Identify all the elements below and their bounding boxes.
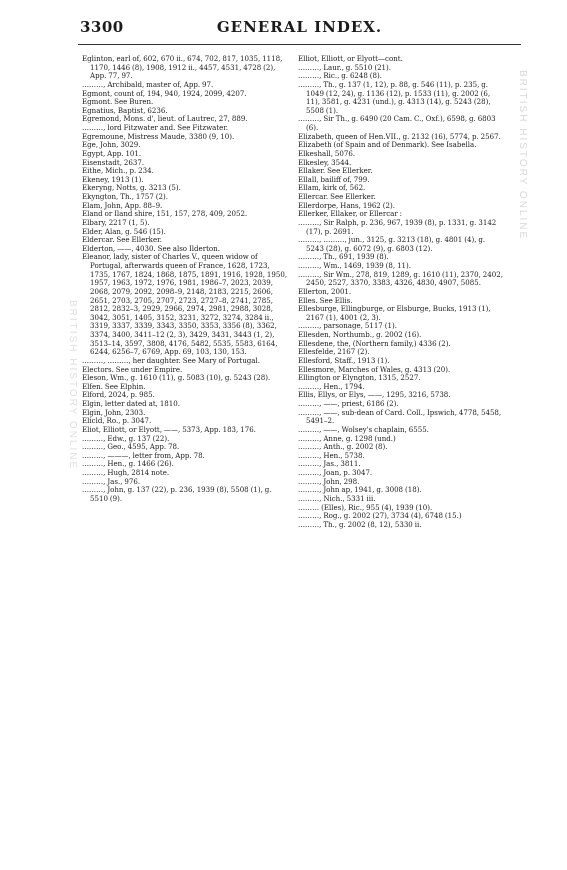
index-entry: Ellesdene, the, (Northern family,) 4336 (2). (298, 338, 451, 348)
index-entry: Egremond, Mons. d', lieut. of Lautrec, 27, 889. (82, 114, 248, 124)
index-entry: Elkeshall, 5076. (298, 148, 356, 158)
index-entry: Ellesburge, Ellingburge, or Elsburge, Bucks, 1913 (1), 2167 (1), 4001 (2, 3). (298, 304, 491, 322)
index-entry: Elfen. See Elphin. (82, 381, 146, 391)
index-entry: Elder, Alan, g. 546 (15). (82, 226, 166, 236)
index-entry: Eleson, Wm., g. 1610 (11), g. 5083 (10), g. 5243 (28). (82, 373, 271, 383)
index-entry: Eisenstadt, 2637. (82, 157, 145, 167)
index-entry: Ege, John, 3029. (82, 140, 141, 150)
index-entry: Eldercar. See Ellerker. (82, 235, 162, 245)
index-entry: Elbary, 2217 (1, 5). (82, 217, 150, 227)
index-entry: Ellesfelde, 2167 (2). (298, 347, 370, 357)
index-entry: Ellam, kirk of, 562. (298, 183, 366, 193)
page-number: 3300 (80, 18, 124, 36)
index-entry: ………, Th., 691, 1939 (8). (298, 252, 389, 262)
index-entry: Eglinton, earl of, 602, 670 ii., 674, 702, 817, 1035, 1118, 1170, 1446 (8), 1908, 1912 ii., 4457, 4531, 4728 (2), App. 77, 97. (82, 54, 283, 81)
index-entry: Elam, John, App. 88–9. (82, 200, 163, 210)
running-title: GENERAL INDEX. (216, 18, 383, 36)
header-rule (78, 44, 521, 45)
index-entry: Ellington or Elyngton, 1315, 2527. (298, 373, 421, 383)
index-entry: ………, ———, letter from, App. 78. (82, 450, 205, 460)
index-entry: Egnatius, Baptist, 6236. (82, 105, 168, 115)
left-index-column (82, 55, 288, 504)
index-entry: ………, ——, sub-dean of Card. Coll., Ipswich, 4778, 5458, 5491–2. (298, 407, 502, 426)
index-entry: ………, Ric., g. 6248 (8). (298, 71, 383, 81)
index-entry: Ekeryng, Notts, g. 3213 (5). (82, 183, 181, 193)
index-entry: Egypt, App. 101. (82, 148, 142, 158)
index-entry: ………, parsonage, 5117 (1). (298, 321, 397, 331)
index-entry: ………, Nich., 5331 iii. (298, 493, 376, 503)
index-entry: Eleanor, lady, sister of Charles V., queen widow of Portugal, afterwards queen of France, 1628, 1723, 1735, 1767, 1824, 1868, 1875, 1891, 1916, 1928, 1950, 1957, 1963, 1972, 1976, 1981, 1986–7, 2023, 2039, 2068, 2079, 2092, 2098–9, 2148, 2183, 2215, 2606, 2651, 2703, 2705, 2707, 2723, 2727–8, 2741, 2785, 2812, 2832–3, 2929, 2966, 2974, 2981, 2988, 3028, 3042, 3051, 1405, 3152, 3231, 3272, 3274, 3284 ii., 3319, 3337, 3339, 3343, 3350, 3353, 3356 (8), 3362, 3374, 3400, 3411–12 (2, 3), 3429, 3431, 3443 (1, 2), 3513–14, 3597, 3808, 4176, 5482, 5535, 5583, 6164, 6244, 6256–7, 6769, App. 69, 103, 130, 153. (82, 252, 288, 357)
index-entry: Ellaker. See Ellerker. (298, 166, 373, 176)
index-entry: ………, Joan, p. 3047. (298, 468, 373, 477)
index-entry: ………, Th., g. 2002 (8, 12), 5330 ii. (298, 519, 422, 529)
index-entry: ………, Rog., g. 2002 (27), 3734 (4), 6748 (15.) (298, 511, 462, 521)
index-entry: ………, ——, priest, 6186 (2). (298, 399, 399, 408)
index-entry: ………, lord Fitzwater and. See Fitzwater. (82, 123, 229, 132)
index-entry: ………, Anth., g. 2002 (8). (298, 442, 388, 452)
index-entry: Elizabeth (of Spain and of Denmark). See Isabella. (298, 140, 477, 150)
watermark-left: BRITISH HISTORY ONLINE (67, 300, 78, 471)
index-entry: ………, John ap, 1941, g. 3008 (18). (298, 485, 422, 495)
index-entry: ………, Archibald, master of, App. 97. (82, 79, 214, 89)
index-entry: Ekyngton, Th., 1757 (2). (82, 192, 168, 201)
index-entry: Elizabeth, queen of Hen.VII., g. 2132 (16), 5774, p. 2567. (298, 131, 501, 141)
index-entry: Ellercar. See Ellerker. (298, 192, 376, 201)
index-entry: Egmont. See Buren. (82, 97, 154, 107)
index-entry: ………, Jas., 3811. (298, 459, 361, 469)
index-entry: ………, Sir Wm., 278, 819, 1289, g. 1610 (11), 2370, 2402, 2450, 2527, 3370, 3383, 4326, 4830, 4907, 5085. (298, 269, 503, 288)
index-entry: Ellall, bailiff of, 799. (298, 174, 370, 184)
index-entry: Elford, 2024, p. 985. (82, 390, 155, 400)
index-entry: Elliot, Elliott, or Elyott—cont. (298, 54, 403, 63)
index-entry: Elgin, John, 2303. (82, 407, 146, 417)
index-entry: ………, John, 298. (298, 476, 360, 486)
index-entry: Eliot, Elliott, or Elyott, ——, 5373, App. 183, 176. (82, 424, 256, 434)
index-entry: Elgin, letter dated at, 1810. (82, 399, 181, 408)
index-entry: ………, Hugh, 2814 note. (82, 468, 170, 477)
index-entry: ………, Sir Ralph, p. 236, 967, 1939 (8), p. 1331, g. 3142 (17), p. 2691. (298, 217, 497, 236)
index-entry: Ellerdorpe, Hans, 1962 (2). (298, 200, 395, 210)
index-entry: Elles. See Ellis. (298, 295, 353, 305)
index-entry: ………, Edw., g. 137 (22). (82, 433, 170, 443)
index-entry: ………, ………, her daughter. See Mary of Portugal. (82, 355, 260, 365)
index-entry: Electors. See under Empire. (82, 364, 183, 374)
watermark-right: BRITISH HISTORY ONLINE (517, 70, 528, 241)
index-entry: Ellis, Ellys, or Elys, ——, 1295, 3216, 5738. (298, 390, 451, 400)
index-entry: ………, Anne, g. 1298 (und.) (298, 433, 396, 443)
index-entry: ………, Hen., 5738. (298, 450, 365, 460)
index-entry: ………, Th., g. 137 (1, 12), p. 88, g. 546 (11), p. 235, g. 1049 (12, 24), g. 1136 (12), p. 1533 (11), g. 2002 (6, 11), 3581, g. 4231 (und.), g. 4313 (14), g. 5243 (28), 5508 (1). (298, 79, 491, 115)
index-entry: ………, Geo., 4595, App. 78. (82, 442, 180, 452)
index-entry: ………, Wm., 1469, 1939 (8, 11). (298, 261, 412, 270)
index-entry: Eithe, Mich., p. 234. (82, 166, 154, 176)
index-entry: Elkesley, 3544. (298, 157, 352, 167)
index-entry: ………, Sir Th., g. 6490 (20 Cam. C., Oxf.), 6598, g. 6803 (6). (298, 114, 496, 132)
index-entry: ………, Hen., 1794. (298, 381, 365, 391)
index-entry: Elicld, Ro., p. 3047. (82, 416, 152, 426)
index-entry: Ekeney, 1913 (1). (82, 174, 144, 184)
index-entry: ………, Hen., g. 1466 (26). (82, 459, 174, 469)
index-entry: ……… (Elles), Ric., 955 (4), 1939 (10). (298, 502, 433, 512)
index-entry: ………, ——, Wolsey's chaplain, 6555. (298, 424, 429, 434)
index-entry: Ellesden, Northumb., g. 2002 (16). (298, 330, 422, 339)
index-entry: Egremoune, Mistress Maude, 3380 (9, 10). (82, 131, 235, 141)
index-entry: Ellesford, Staff., 1913 (1). (298, 355, 390, 365)
index-entry: Egmont, count of, 194, 940, 1924, 2099, 4207. (82, 88, 247, 98)
index-entry: ………, John, g. 137 (22), p. 236, 1939 (8), 5508 (1), g. 5510 (9). (82, 485, 272, 503)
right-index-column (298, 55, 504, 529)
index-entry: Elderton, ——, 4030. See also Ilderton. (82, 243, 220, 253)
page-header (80, 18, 519, 40)
index-entry: Ellerton, 2001. (298, 286, 352, 296)
index-entry: Ellesmore, Marches of Wales, g. 4313 (20). (298, 364, 451, 374)
index-entry: ………, Laur., g. 5510 (21). (298, 62, 392, 72)
index-entry: ………, ………, jun., 3125, g. 3213 (18), g. 4801 (4), g. 5243 (28), g. 6072 (9), g. 6803 (12). (298, 235, 486, 253)
index-entry: Ellerker, Ellaker, or Ellercar : (298, 209, 403, 219)
index-entry: ………, Jas., 976. (82, 476, 141, 486)
index-entry: Eland or Iland shire, 151, 157, 278, 409, 2052. (82, 209, 248, 219)
